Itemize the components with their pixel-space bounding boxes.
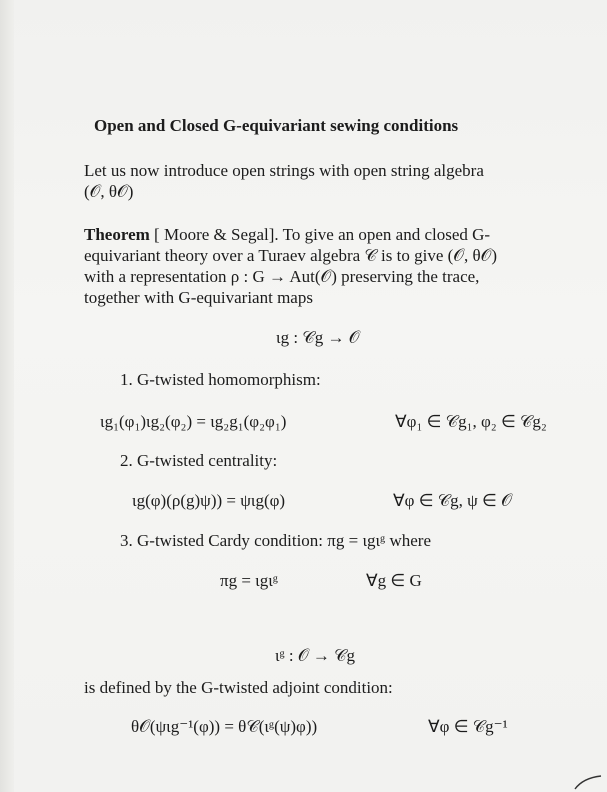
item-2-equation: ιg(φ)(ρ(g)ψ)) = ψιg(φ) — [132, 491, 286, 510]
item-1-equation: ιg₁(φ₁)ιg₂(φ₂) = ιg₂g₁(φ₂φ₁) — [100, 412, 287, 431]
theorem-paragraph — [84, 224, 564, 308]
theorem-line-3: with a representation ρ : G → Aut(𝒪) preserving the trace, — [84, 267, 480, 286]
theorem-line-1 — [84, 224, 564, 245]
section-heading: Open and Closed G-equivariant sewing conditions — [94, 116, 459, 135]
item-2-condition: ∀φ ∈ 𝒞g, ψ ∈ 𝒪 — [393, 491, 512, 510]
pen-mark-icon — [573, 774, 603, 790]
intro-line-1: Let us now introduce open strings with open string algebra — [84, 161, 484, 180]
adjoint-equation: θ𝒪(ψιg⁻¹(φ)) = θ𝒞(ιᵍ(ψ)φ)) — [131, 717, 318, 736]
item-2-label: 2. G-twisted centrality: — [120, 451, 278, 470]
theorem-line-4: together with G-equivariant maps — [84, 288, 313, 307]
map-equation: ιg : 𝒞g → 𝒪 — [276, 328, 360, 347]
adjoint-map-equation: ιᵍ : 𝒪 → 𝒞g — [275, 646, 356, 665]
theorem-line-2: equivariant theory over a Turaev algebra 𝒞 is to give (𝒪, θ𝒪) — [84, 246, 498, 265]
adjoint-paragraph — [84, 677, 564, 698]
item-3-condition: ∀g ∈ G — [366, 571, 422, 590]
adjoint-line: is defined by the G-twisted adjoint condition: — [84, 678, 393, 697]
item-3-equation: πg = ιgιᵍ — [220, 571, 278, 590]
item-3-label: 3. G-twisted Cardy condition: πg = ιgιᵍ where — [120, 531, 431, 550]
adjoint-condition: ∀φ ∈ 𝒞g⁻¹ — [428, 717, 508, 736]
theorem-line-1-text: [ Moore & Segal]. To give an open and closed G- — [149, 225, 491, 244]
intro-line-2: (𝒪, θ𝒪) — [84, 182, 134, 201]
intro-paragraph — [84, 160, 564, 202]
page-edge-shadow — [0, 0, 14, 792]
item-1-label: 1. G-twisted homomorphism: — [120, 370, 321, 389]
theorem-label: Theorem — [84, 225, 150, 244]
item-1-condition: ∀φ₁ ∈ 𝒞g₁, φ₂ ∈ 𝒞g₂ — [395, 412, 547, 431]
